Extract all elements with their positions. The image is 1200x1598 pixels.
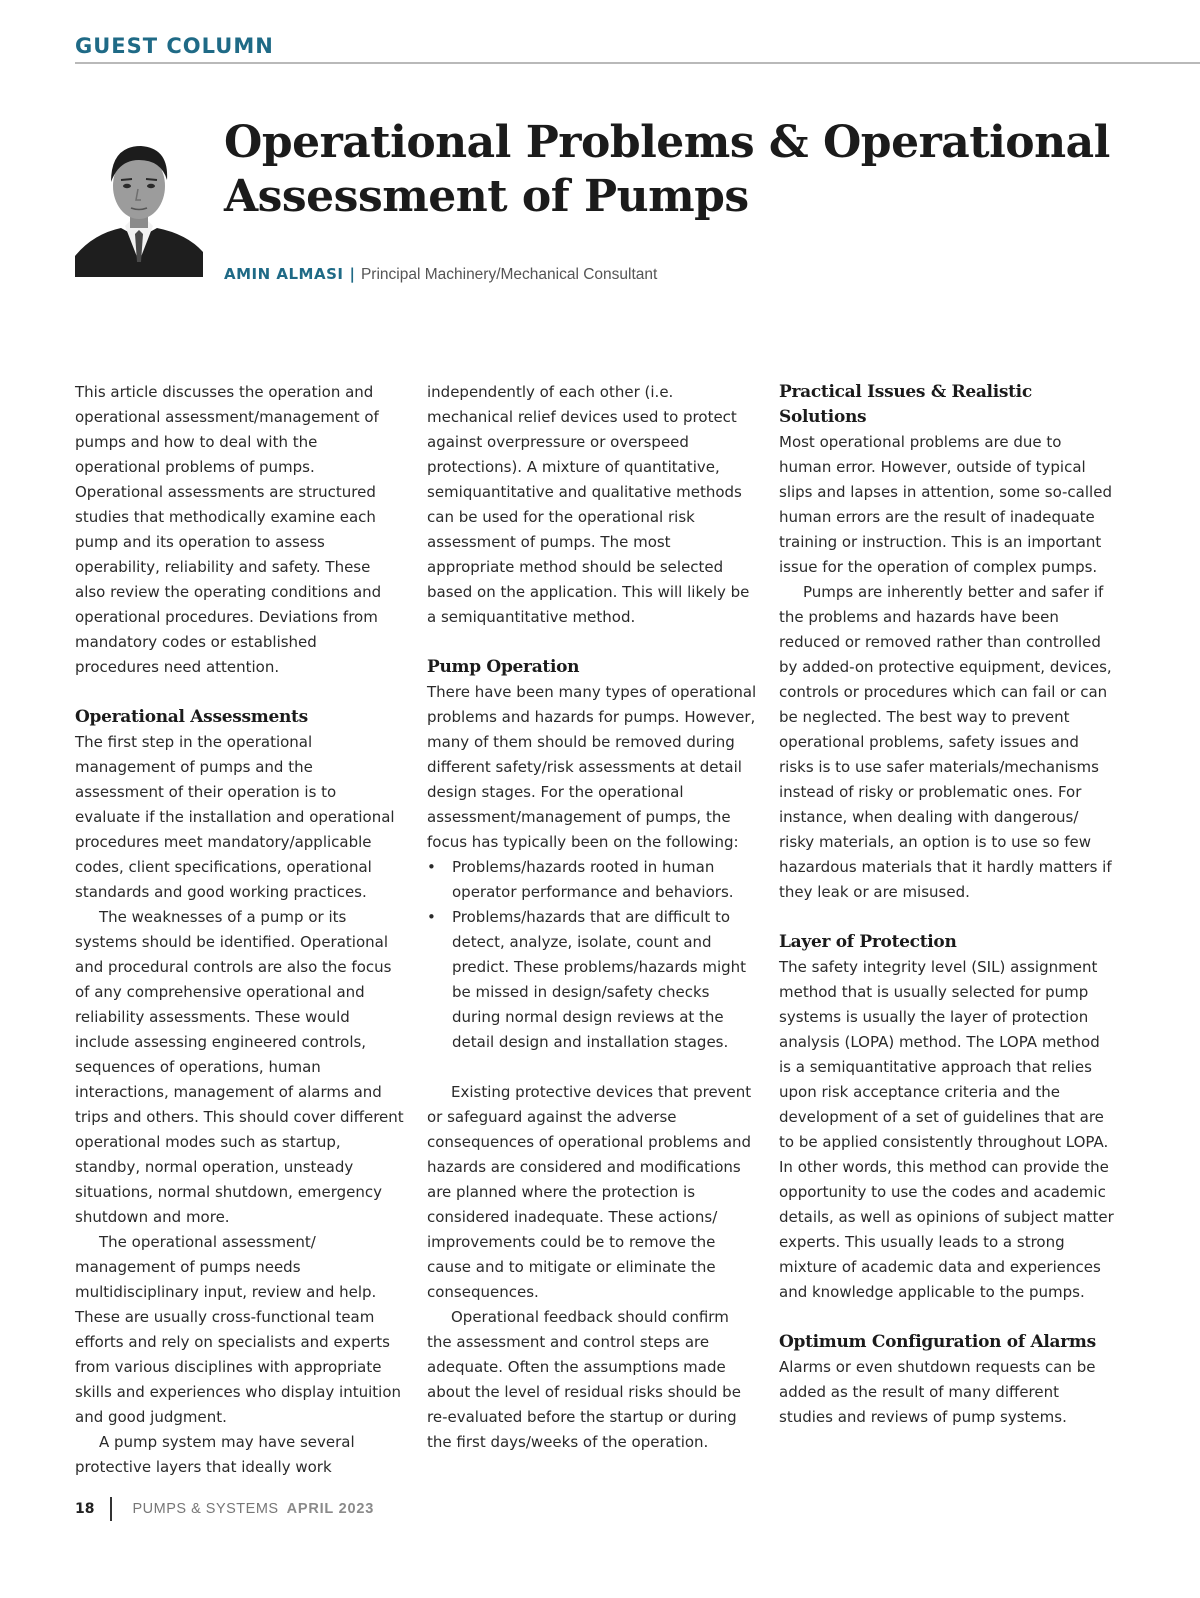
body-paragraph: Alarms or even shutdown requests can be added as the result of many different studies and reviews of pump systems. (779, 1358, 1096, 1426)
article-column-3 (779, 380, 1114, 1430)
section-heading: Optimum Configuration of Alarms (779, 1332, 1096, 1352)
body-paragraph: A pump system may have several protective layers that ideally work (75, 1433, 355, 1476)
header-divider (75, 62, 1200, 64)
body-paragraph: The first step in the operational management of pumps and the assessment of their operation is to evaluate if the installation and operational procedures meet mandatory/applicable codes, client specifications, operational standards and good working practices. (75, 733, 395, 901)
bullet-item: • Problems/hazards that are difficult to detect, analyze, isolate, count and predict. These problems/hazards might be missed in design/safety checks during normal design reviews at the detail design and installation stages. (427, 905, 757, 1055)
body-paragraph: The operational assessment/ management of pumps needs multidisciplinary input, review and help. These are usually cross-functional team efforts and rely on specialists and experts from various disciplines with appropriate skills and experiences who display intuition and good judgment. (75, 1233, 402, 1426)
body-paragraph: The weaknesses of a pump or its systems should be identified. Operational and procedural controls are also the focus of any comprehensive operational and reliability assessments. These would include assessing engineered controls, sequences of operations, human interactions, management of alarms and trips and others. This should cover different operational modes such as startup, standby, normal operation, unsteady situations, normal shutdown, emergency shutdown and more. (75, 908, 404, 1226)
intro-paragraph: This article discusses the operation and operational assessment/management of pumps and how to deal with the operational problems of pumps. Operational assessments are structured studies that methodically examine each pump and its operation to assess operability, reliability and safety. These also review the operating conditions and operational procedures. Deviations from mandatory codes or established procedures need attention. (75, 383, 382, 676)
author-name: AMIN ALMASI (224, 265, 344, 283)
body-paragraph: independently of each other (i.e. mechanical relief devices used to protect against overpressure or overspeed protections). A mixture of quantitative, semiquantitative and qualitative methods can be used for the operational risk assessment of pumps. The most appropriate method should be selected based on the application. This will likely be a semiquantitative method. (427, 383, 750, 626)
body-paragraph: There have been many types of operational problems and hazards for pumps. However, many of them should be removed during different safety/risk assessments at detail design stages. For the operational assessment/management of pumps, the focus has typically been on the following: (427, 683, 757, 851)
section-label: GUEST COLUMN (75, 34, 274, 58)
body-paragraph: Existing protective devices that prevent or safeguard against the adverse consequences of operational problems and hazards are considered and modifications are planned where the protection is considered inadequate. These actions/ improvements could be to remove the cause and to mitigate or eliminate the consequences. (427, 1083, 752, 1301)
author-photo (75, 134, 203, 277)
bullet-list (427, 855, 757, 1055)
publication-name: PUMPS & SYSTEMS (132, 1501, 279, 1517)
byline (224, 265, 657, 284)
article-title: Operational Problems & Operational Assessment of Pumps (224, 117, 1110, 222)
body-paragraph: The safety integrity level (SIL) assignment method that is usually selected for pump systems is usually the layer of protection analysis (LOPA) method. The LOPA method is a semiquantitative approach that relies upon risk acceptance criteria and the development of a set of guidelines that are to be applied consistently throughout LOPA. In other words, this method can provide the opportunity to use the codes and academic details, as well as opinions of subject matter experts. This usually leads to a strong mixture of academic data and experiences and knowledge applicable to the pumps. (779, 958, 1114, 1301)
byline-separator: | (349, 265, 355, 283)
body-paragraph: Most operational problems are due to human error. However, outside of typical slips and lapses in attention, some so-called human errors are the result of inadequate training or instruction. This is an important issue for the operation of complex pumps. (779, 433, 1112, 576)
body-paragraph: Pumps are inherently better and safer if the problems and hazards have been reduced or removed rather than controlled by added-on protective equipment, devices, controls or procedures which can fail or can be neglected. The best way to prevent operational problems, safety issues and risks is to use safer materials/mechanisms instead of risky or problematic ones. For instance, when dealing with dangerous/ risky materials, an option is to use so few hazardous materials that it hardly matters if they leak or are misused. (779, 583, 1112, 901)
article-column-1 (75, 380, 405, 1480)
bullet-item: • Problems/hazards rooted in human operator performance and behaviors. (427, 855, 757, 905)
issue-date: APRIL 2023 (286, 1501, 375, 1517)
author-role: Principal Machinery/Mechanical Consultant (360, 266, 658, 283)
section-heading: Pump Operation (427, 657, 580, 677)
page-number: 18 (75, 1501, 95, 1517)
section-heading: Layer of Protection (779, 932, 957, 952)
section-heading: Operational Assessments (75, 707, 308, 727)
article-column-2 (427, 380, 757, 1455)
body-paragraph: Operational feedback should confirm the assessment and control steps are adequate. Often the assumptions made about the level of residual risks should be re-evaluated before the startup or during the first days/weeks of the operation. (427, 1308, 741, 1451)
footer-divider (110, 1497, 112, 1521)
page-footer (75, 1496, 374, 1522)
section-heading: Practical Issues & Realistic Solutions (779, 382, 1032, 427)
